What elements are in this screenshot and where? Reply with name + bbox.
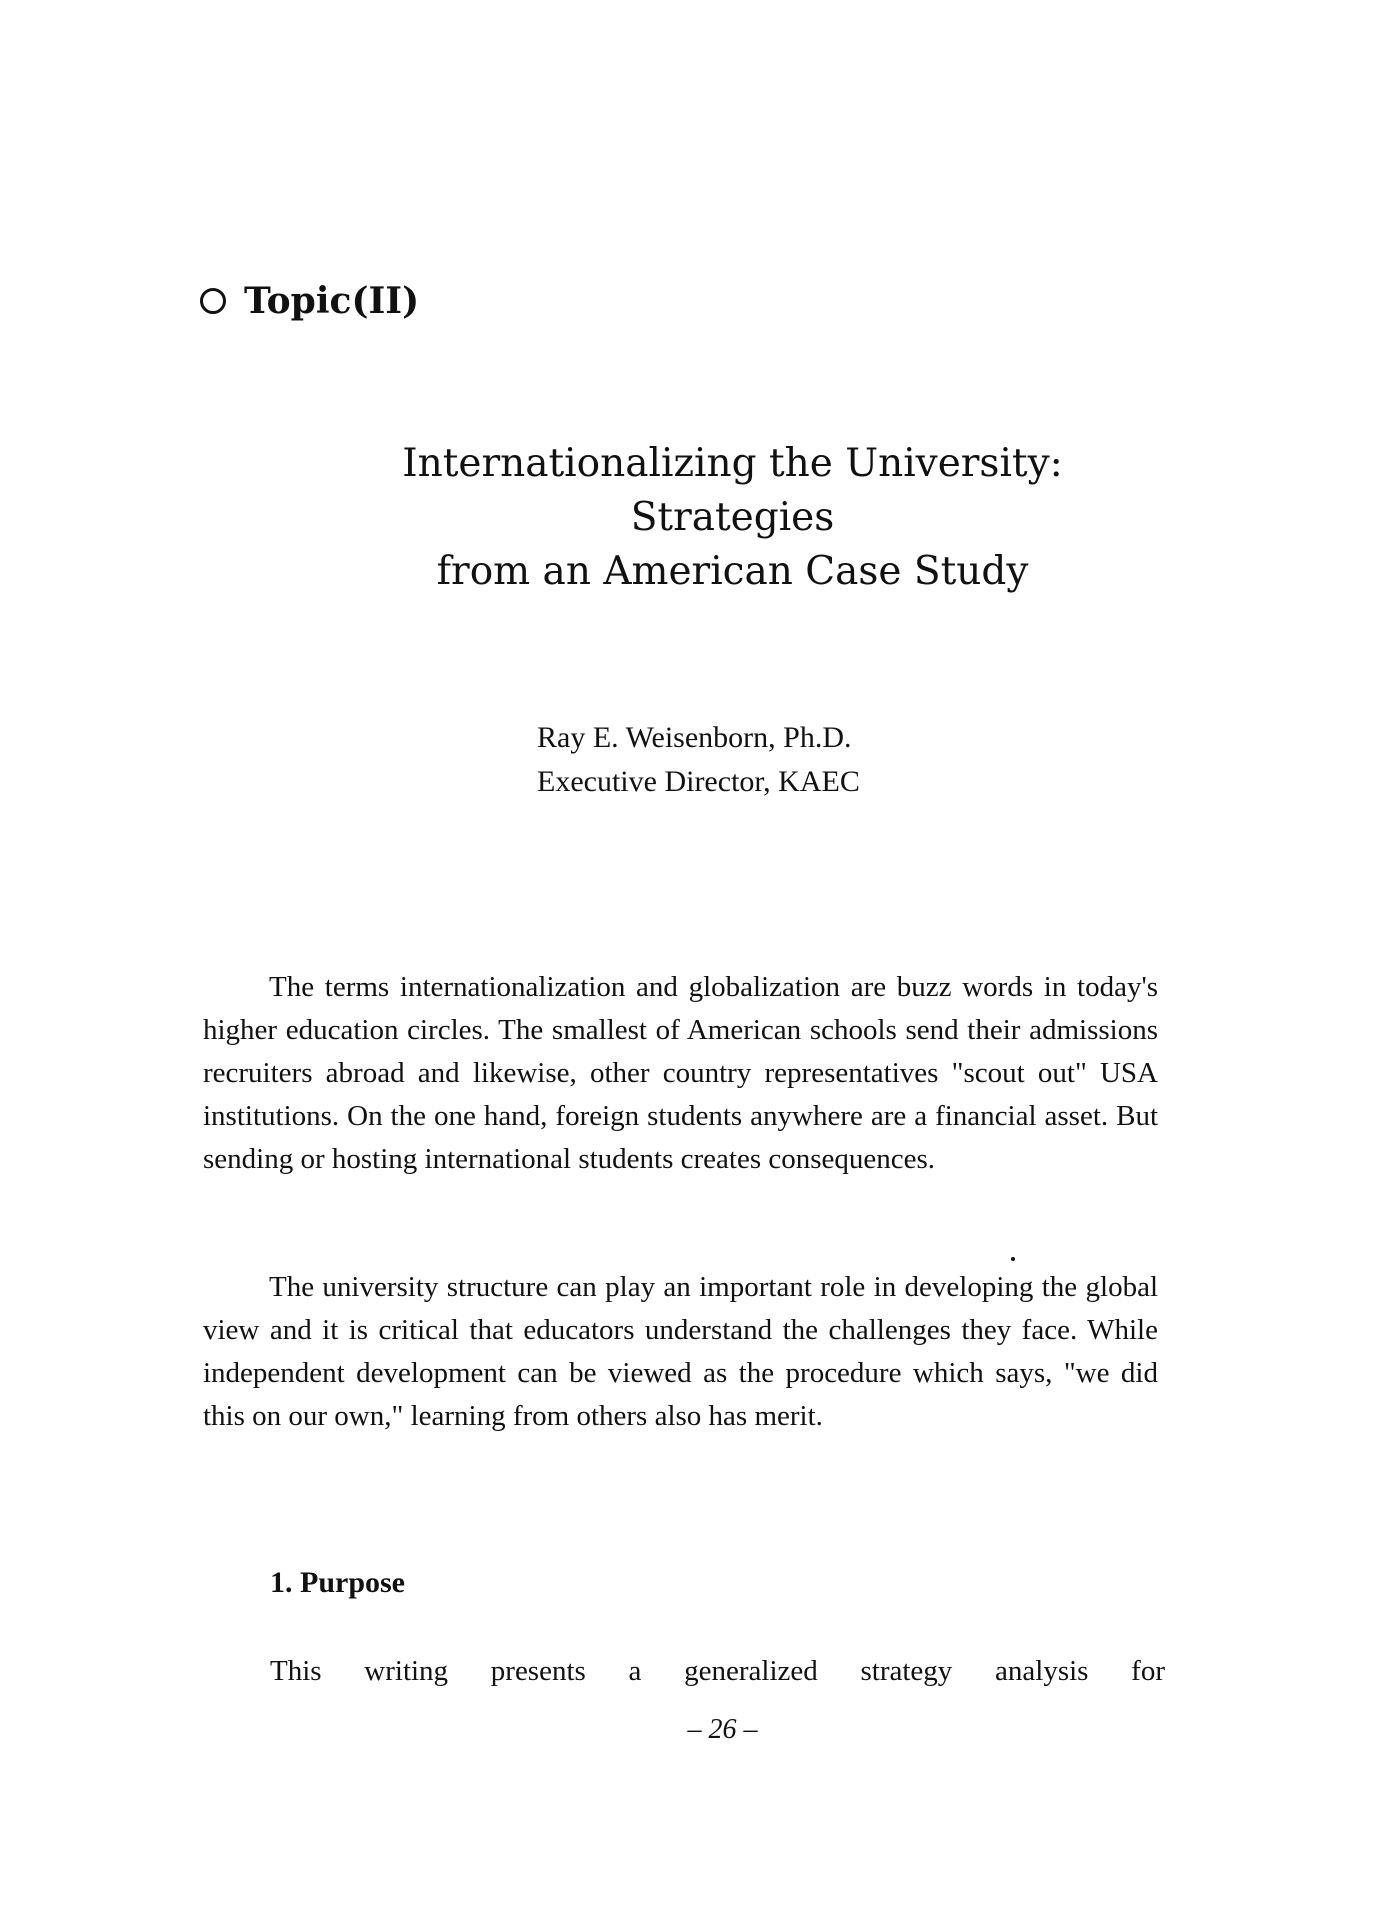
document-title [0,437,1375,599]
paragraph-1-text: The terms internationalization and globalization are buzz words in today's higher education circles. The smallest of American schools send their admissions recruiters abroad and likewise, other country representatives "scout out" USA institutions. On the one hand, foreign students anywhere are a financial asset. But sending or hosting international students creates consequences. [203,971,1158,1175]
topic-label: Topic(II) [244,280,420,322]
title-line-2: Strategies [630,495,835,540]
author-position: Executive Director, KAEC [537,765,860,798]
circle-bullet-icon [200,288,226,314]
section-1-first-line [270,1650,1165,1693]
word: for [1131,1655,1165,1687]
paragraph-2-text: The university structure can play an important role in developing the global view and it is critical that educators understand the challenges they face. While independent development can be viewed as the procedure which says, "we did this on our own," learning from others also has merit. [203,1271,1158,1432]
body-paragraph-2 [203,1266,1158,1438]
word: strategy [860,1655,953,1687]
word: a [628,1655,642,1687]
word: analysis [995,1655,1089,1687]
title-line-1: Internationalizing the University: [402,441,1063,486]
topic-heading [200,280,419,322]
author-name: Ray E. Weisenborn, Ph.D. [537,721,852,754]
page-number: – 26 – [687,1714,758,1745]
word: presents [490,1655,586,1687]
title-line-3: from an American Case Study [436,549,1029,594]
section-heading-purpose: 1. Purpose [270,1566,405,1599]
word: writing [364,1655,449,1687]
word: This [270,1655,322,1687]
author-block [537,716,860,804]
body-paragraph-1 [203,966,1158,1181]
word: generalized [684,1655,818,1687]
stray-dot-mark [1011,1257,1015,1261]
